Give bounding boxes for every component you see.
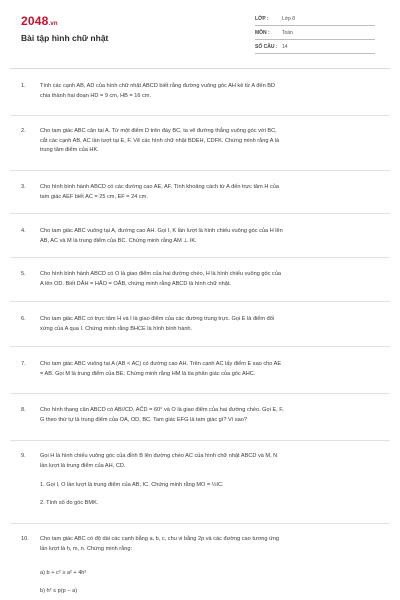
meta-subject-label: MÔN : [255,30,270,36]
question-text: Cho hình bình hành ABCD có O là giao điểm của hai đường chéo, H là hình chiếu vuông góc của A lên OD. Biết DÂH = HÂO = OÂB, chứng minh rằng ABCD là hình chữ nhật. [40,271,281,287]
logo-text: 2048 [21,14,49,28]
question-text: Cho hình bình hành ABCD có các đường cao AE, AF. Tính khoảng cách từ A đến trực tâm H của tam giác AEF biết AC = 25 cm, EF = 24 cm. [40,184,279,200]
question-text: Tính các cạnh AB, AD của hình chữ nhật ABCD biết rằng đường vuông góc AH kẻ từ A đến BD chia thành hai đoạn HD = 9 cm, HB = 16 cm. [40,83,276,99]
question-text: Cho hình thang cân ABCD có AB//CD, AĈD = 60° và O là giao điểm của hai đường chéo. Gọi E, F, G theo thứ tự là trung điểm của OA, OD, BC. Tam giác EFG là tam giác gì? Vì sao? [40,407,284,423]
question-divider [10,440,390,441]
page-title: Bài tập hình chữ nhật [21,33,109,43]
question-text: Cho tam giác ABC có trực tâm H và I là giao điểm của các đường trung trực. Gọi E là điểm đối xứng của A qua I. Chứng minh rằng BHCE là hình bình hành. [40,316,275,332]
question-subpart: 1. Gọi I, O lần lượt là trung điểm của AB, IC. Chứng minh rằng MO = ½IC. [40,482,224,488]
worksheet-header [0,0,400,64]
question-number: 10. [21,536,29,542]
question-text: Cho tam giác ABC vuông tại A, đường cao AH. Gọi I, K lần lượt là hình chiếu vuông góc của H lên AB, AC và M là trung điểm của BC. Chứng minh rằng AM ⊥ IK. [40,228,283,244]
question-subpart: a) b + c² ≥ a² + 4h² [40,570,87,576]
meta-divider [255,53,375,54]
site-logo[interactable] [21,14,58,28]
question-divider [10,170,390,171]
header-divider [10,68,390,69]
question-number: 9. [21,453,26,459]
question-number: 4. [21,228,26,234]
meta-count-label: SỐ CÂU : [255,44,278,50]
question-divider [10,213,390,214]
question-number: 6. [21,316,26,322]
meta-divider [255,25,375,26]
question-number: 8. [21,407,26,413]
question-number: 3. [21,184,26,190]
question-divider [10,301,390,302]
logo-tld: .vn [48,21,58,27]
meta-count-value: 14 [282,44,288,50]
meta-class-label: LỚP : [255,16,269,22]
question-divider [10,115,390,116]
question-divider [10,393,390,394]
question-text: Cho tam giác ABC có độ dài các cạnh bằng a, b, c, chu vi bằng 2p và các đường cao tương ứng lần lượt là h, m, n. Chứng minh rằng: [40,536,280,552]
meta-divider [255,39,375,40]
meta-subject-value: Toán [282,30,293,36]
question-text: Cho tam giác ABC cân tại A. Từ một điểm D trên đáy BC, ta vẽ đường thẳng vuông góc với BC, cắt các cạnh AB, AC lần lượt tại E, F. Vẽ các hình chữ nhật BDEH, CDFK. Chứng minh rằng A là trung tâm điểm của HK. [40,128,280,153]
question-number: 5. [21,271,26,277]
question-number: 1. [21,83,26,89]
question-text: Cho tam giác ABC vuông tại A (AB < AC) có đường cao AH. Trên cạnh AC lấy điểm E sao cho AE = AB. Gọi M là trung điểm của BE. Chứng minh rằng HM là tia phân giác của góc AHC. [40,361,282,377]
question-subpart: b) h² ≤ p(p − a) [40,588,78,594]
question-divider [10,523,390,524]
question-number: 2. [21,128,26,134]
question-text: Gọi H là hình chiếu vuông góc của đỉnh B lên đường chéo AC của hình chữ nhật ABCD và M, N lần lượt là trung điểm của AH, CD. [40,453,278,469]
question-divider [10,257,390,258]
question-subpart: 2. Tính số đo góc BMK. [40,500,99,506]
question-divider [10,346,390,347]
meta-class-value: Lớp 8 [282,16,296,22]
question-number: 7. [21,361,26,367]
